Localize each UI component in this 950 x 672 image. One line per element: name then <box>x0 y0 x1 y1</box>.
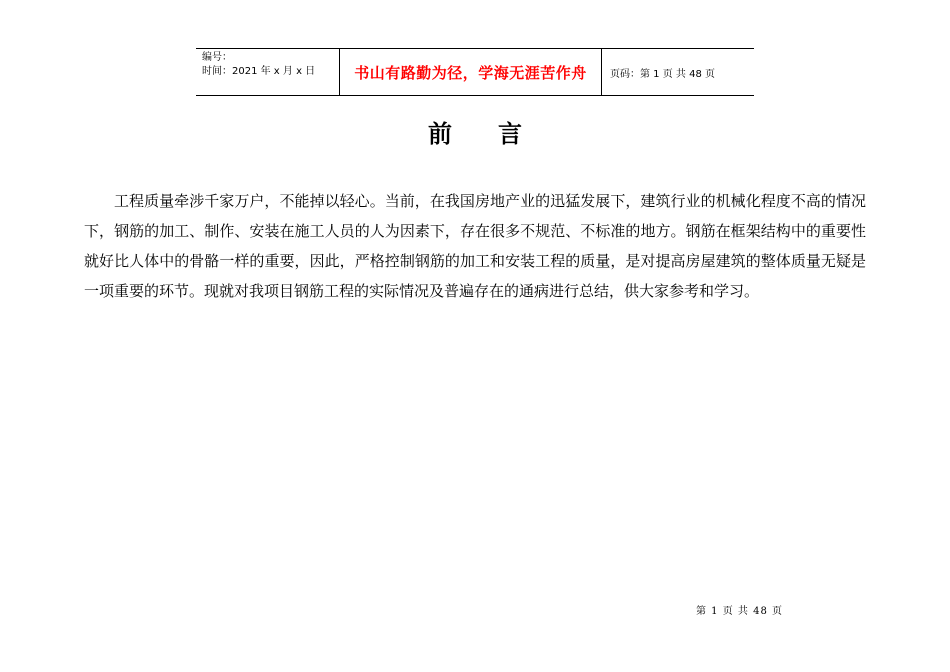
page-title: 前言 <box>428 119 568 148</box>
document-number-label: 编号： <box>202 52 232 63</box>
header-page-cell <box>602 49 754 95</box>
document-date: 时间：2021 年 x 月 x 日 <box>202 66 316 77</box>
footer-page-number: 第 1 页 共 48 页 <box>696 606 783 617</box>
header-page-info: 页码：第 1 页 共 48 页 <box>610 68 715 80</box>
document-header <box>196 48 754 96</box>
header-meta <box>196 49 339 95</box>
header-motto: 书山有路勤为径，学海无涯苦作舟 <box>354 63 587 82</box>
preface-paragraph: 工程质量牵涉千家万户，不能掉以轻心。当前，在我国房地产业的迅猛发展下，建筑行业的机械化程度不高的情况下，钢筋的加工、制作、安装在施工人员的人为因素下，存在很多不规范、不标准的地方。钢筋在框架结构中的重要性就好比人体中的骨骼一样的重要，因此，严格控制钢筋的加工和安装工程的质量，是对提高房屋建筑的整体质量无疑是一项重要的环节。现就对我项目钢筋工程的实际情况及普遍存在的通病进行总结，供大家参考和学习。 <box>84 192 866 300</box>
header-motto-cell <box>339 49 602 95</box>
